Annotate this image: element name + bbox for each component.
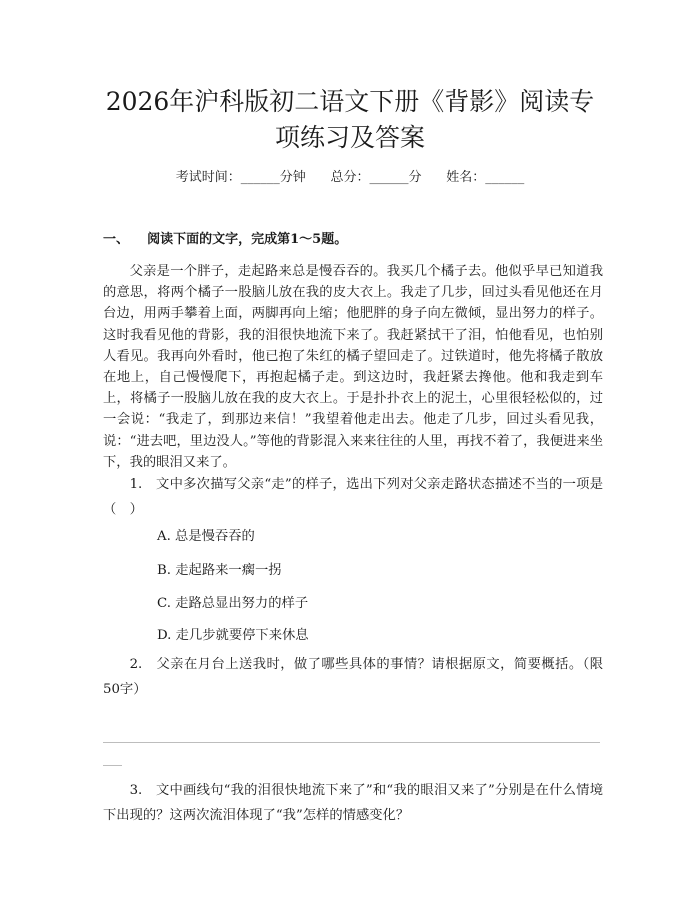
question-1-option-c: C. 走路总显出努力的样子 xyxy=(157,596,309,611)
question-1-option-d: D. 走几步就要停下来休息 xyxy=(157,628,309,643)
exam-meta-line: 考试时间：______分钟 总分：______分 姓名：______ xyxy=(175,170,525,185)
answer-line-continuation xyxy=(103,765,122,766)
question-1: 1. 文中多次描写父亲“走”的样子，选出下列对父亲走路状态描述不当的一项是（ ） xyxy=(103,477,603,517)
document-title-line-1: 2026年沪科版初二语文下册《背影》阅读专 xyxy=(105,87,595,116)
question-2: 2. 父亲在月台上送我时，做了哪些具体的事情？请根据原文，简要概括。（限50字） xyxy=(103,657,603,697)
question-1-option-a: A. 总是慢吞吞的 xyxy=(157,529,255,544)
question-3: 3. 文中画线句“我的泪很快地流下来了”和“我的眼泪又来了”分别是在什么情境下出现的？这两次流泪体现了“我”怎样的情感变化？ xyxy=(103,783,603,823)
question-1-option-b: B. 走起路来一瘸一拐 xyxy=(157,563,282,578)
section-number: 一、 xyxy=(103,232,130,247)
document-title-line-2: 项练习及答案 xyxy=(274,123,425,152)
section-instruction: 阅读下面的文字，完成第1～5题。 xyxy=(147,232,348,247)
reading-passage: 父亲是一个胖子，走起路来总是慢吞吞的。我买几个橘子去。他似乎早已知道我的意思，将两个橘子一股脑儿放在我的皮大衣上。我走了几步，回过头看见他还在月台边，用两手攀着上面，两脚再向上缩；他肥胖的身子向左微倾，显出努力的样子。这时我看见他的背影，我的泪很快地流下来了。我赶紧拭干了泪，怕他看见，也怕别人看见。我再向外看时，他已抱了朱红的橘子望回走了。过铁道时，他先将橘子散放在地上，自己慢慢爬下，再抱起橘子走。到这边时，我赶紧去搀他。他和我走到车上，将橘子一股脑儿放在我的皮大衣上。于是扑扑衣上的泥土，心里很轻松似的，过一会说：“我走了，到那边来信！”我望着他走出去。他走了几步，回过头看见我，说：“进去吧，里边没人。”等他的背影混入来来往往的人里，再找不着了，我便进来坐下，我的眼泪又来了。 xyxy=(103,264,603,470)
section-heading xyxy=(103,230,347,250)
answer-line xyxy=(103,742,600,743)
